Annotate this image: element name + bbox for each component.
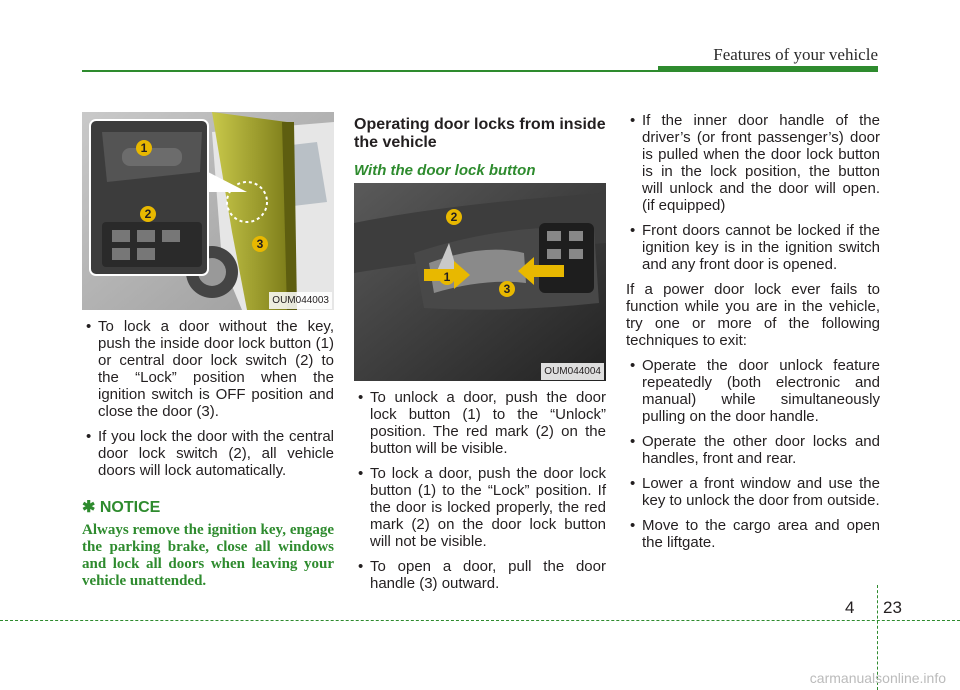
- column-1: [82, 112, 334, 590]
- page-number: 23: [883, 598, 902, 617]
- footer-rule: [0, 620, 960, 621]
- callout-2: 2: [446, 209, 462, 225]
- chapter-number: 4: [845, 598, 855, 617]
- header-rule-accent: [658, 66, 878, 72]
- list-item: • Move to the cargo area and open the liftgate.: [626, 517, 880, 551]
- list-item: • If the inner door handle of the driver’s (or front passenger’s) door is pulled when the door lock button is in the lock position, the button will unlock and the door will open. (if equipped): [626, 112, 880, 214]
- bullet-list: [354, 389, 606, 592]
- watermark: carmanualsonline.info: [809, 670, 946, 686]
- section-subtitle: With the door lock button: [354, 162, 536, 179]
- interior-handle-illustration: [354, 183, 606, 381]
- bullet-list-top: [626, 112, 880, 273]
- list-item: • Front doors cannot be locked if the ignition key is in the ignition switch and any front door is opened.: [626, 222, 880, 273]
- section-title: Operating door locks from inside the vehicle: [354, 116, 606, 151]
- bullet-list: [82, 318, 334, 479]
- running-header: Features of your vehicle: [713, 45, 878, 64]
- list-item: • To open a door, pull the door handle (3) outward.: [354, 558, 606, 592]
- notice-body: Always remove the ignition key, engage the parking brake, close all windows and lock all doors when leaving your vehicle unattended.: [82, 522, 334, 589]
- figure-code: OUM044003: [269, 292, 332, 309]
- figure-door-lock-interior: [354, 183, 606, 381]
- callout-1: 1: [136, 140, 152, 156]
- figure-code: OUM044004: [541, 363, 604, 380]
- list-item: • To unlock a door, push the door lock button (1) to the “Unlock” position. The red mark (2) on the button will be visible.: [354, 389, 606, 457]
- callout-3: 3: [252, 236, 268, 252]
- callout-2: 2: [140, 206, 156, 222]
- list-item: • Operate the door unlock feature repeatedly (both electronic and manual) while simultaneously pulling on the door handle.: [626, 357, 880, 425]
- callout-3: 3: [499, 281, 515, 297]
- list-item: • To lock a door, push the door lock button (1) to the “Lock” position. If the door is locked properly, the red mark (2) on the door lock button will not be visible.: [354, 465, 606, 550]
- list-item: • To lock a door without the key, push the inside door lock button (1) or central door lock switch (2) to the “Lock” position when the ignition switch is OFF position and close the door (3).: [82, 318, 334, 420]
- callout-1: 1: [439, 269, 455, 285]
- notice-title: ✱ NOTICE: [82, 499, 161, 516]
- bullet-list-bottom: [626, 357, 880, 551]
- list-item: • Lower a front window and use the key to unlock the door from outside.: [626, 475, 880, 509]
- figure-door-lock-exterior: [82, 112, 334, 310]
- paragraph: If a power door lock ever fails to function while you are in the vehicle, try one or more of the following techniques to exit:: [626, 281, 880, 349]
- list-item: • Operate the other door locks and handles, front and rear.: [626, 433, 880, 467]
- column-3: [626, 112, 880, 551]
- column-2: [354, 112, 606, 592]
- door-illustration: [82, 112, 334, 310]
- list-item: • If you lock the door with the central door lock switch (2), all vehicle doors will lock automatically.: [82, 428, 334, 479]
